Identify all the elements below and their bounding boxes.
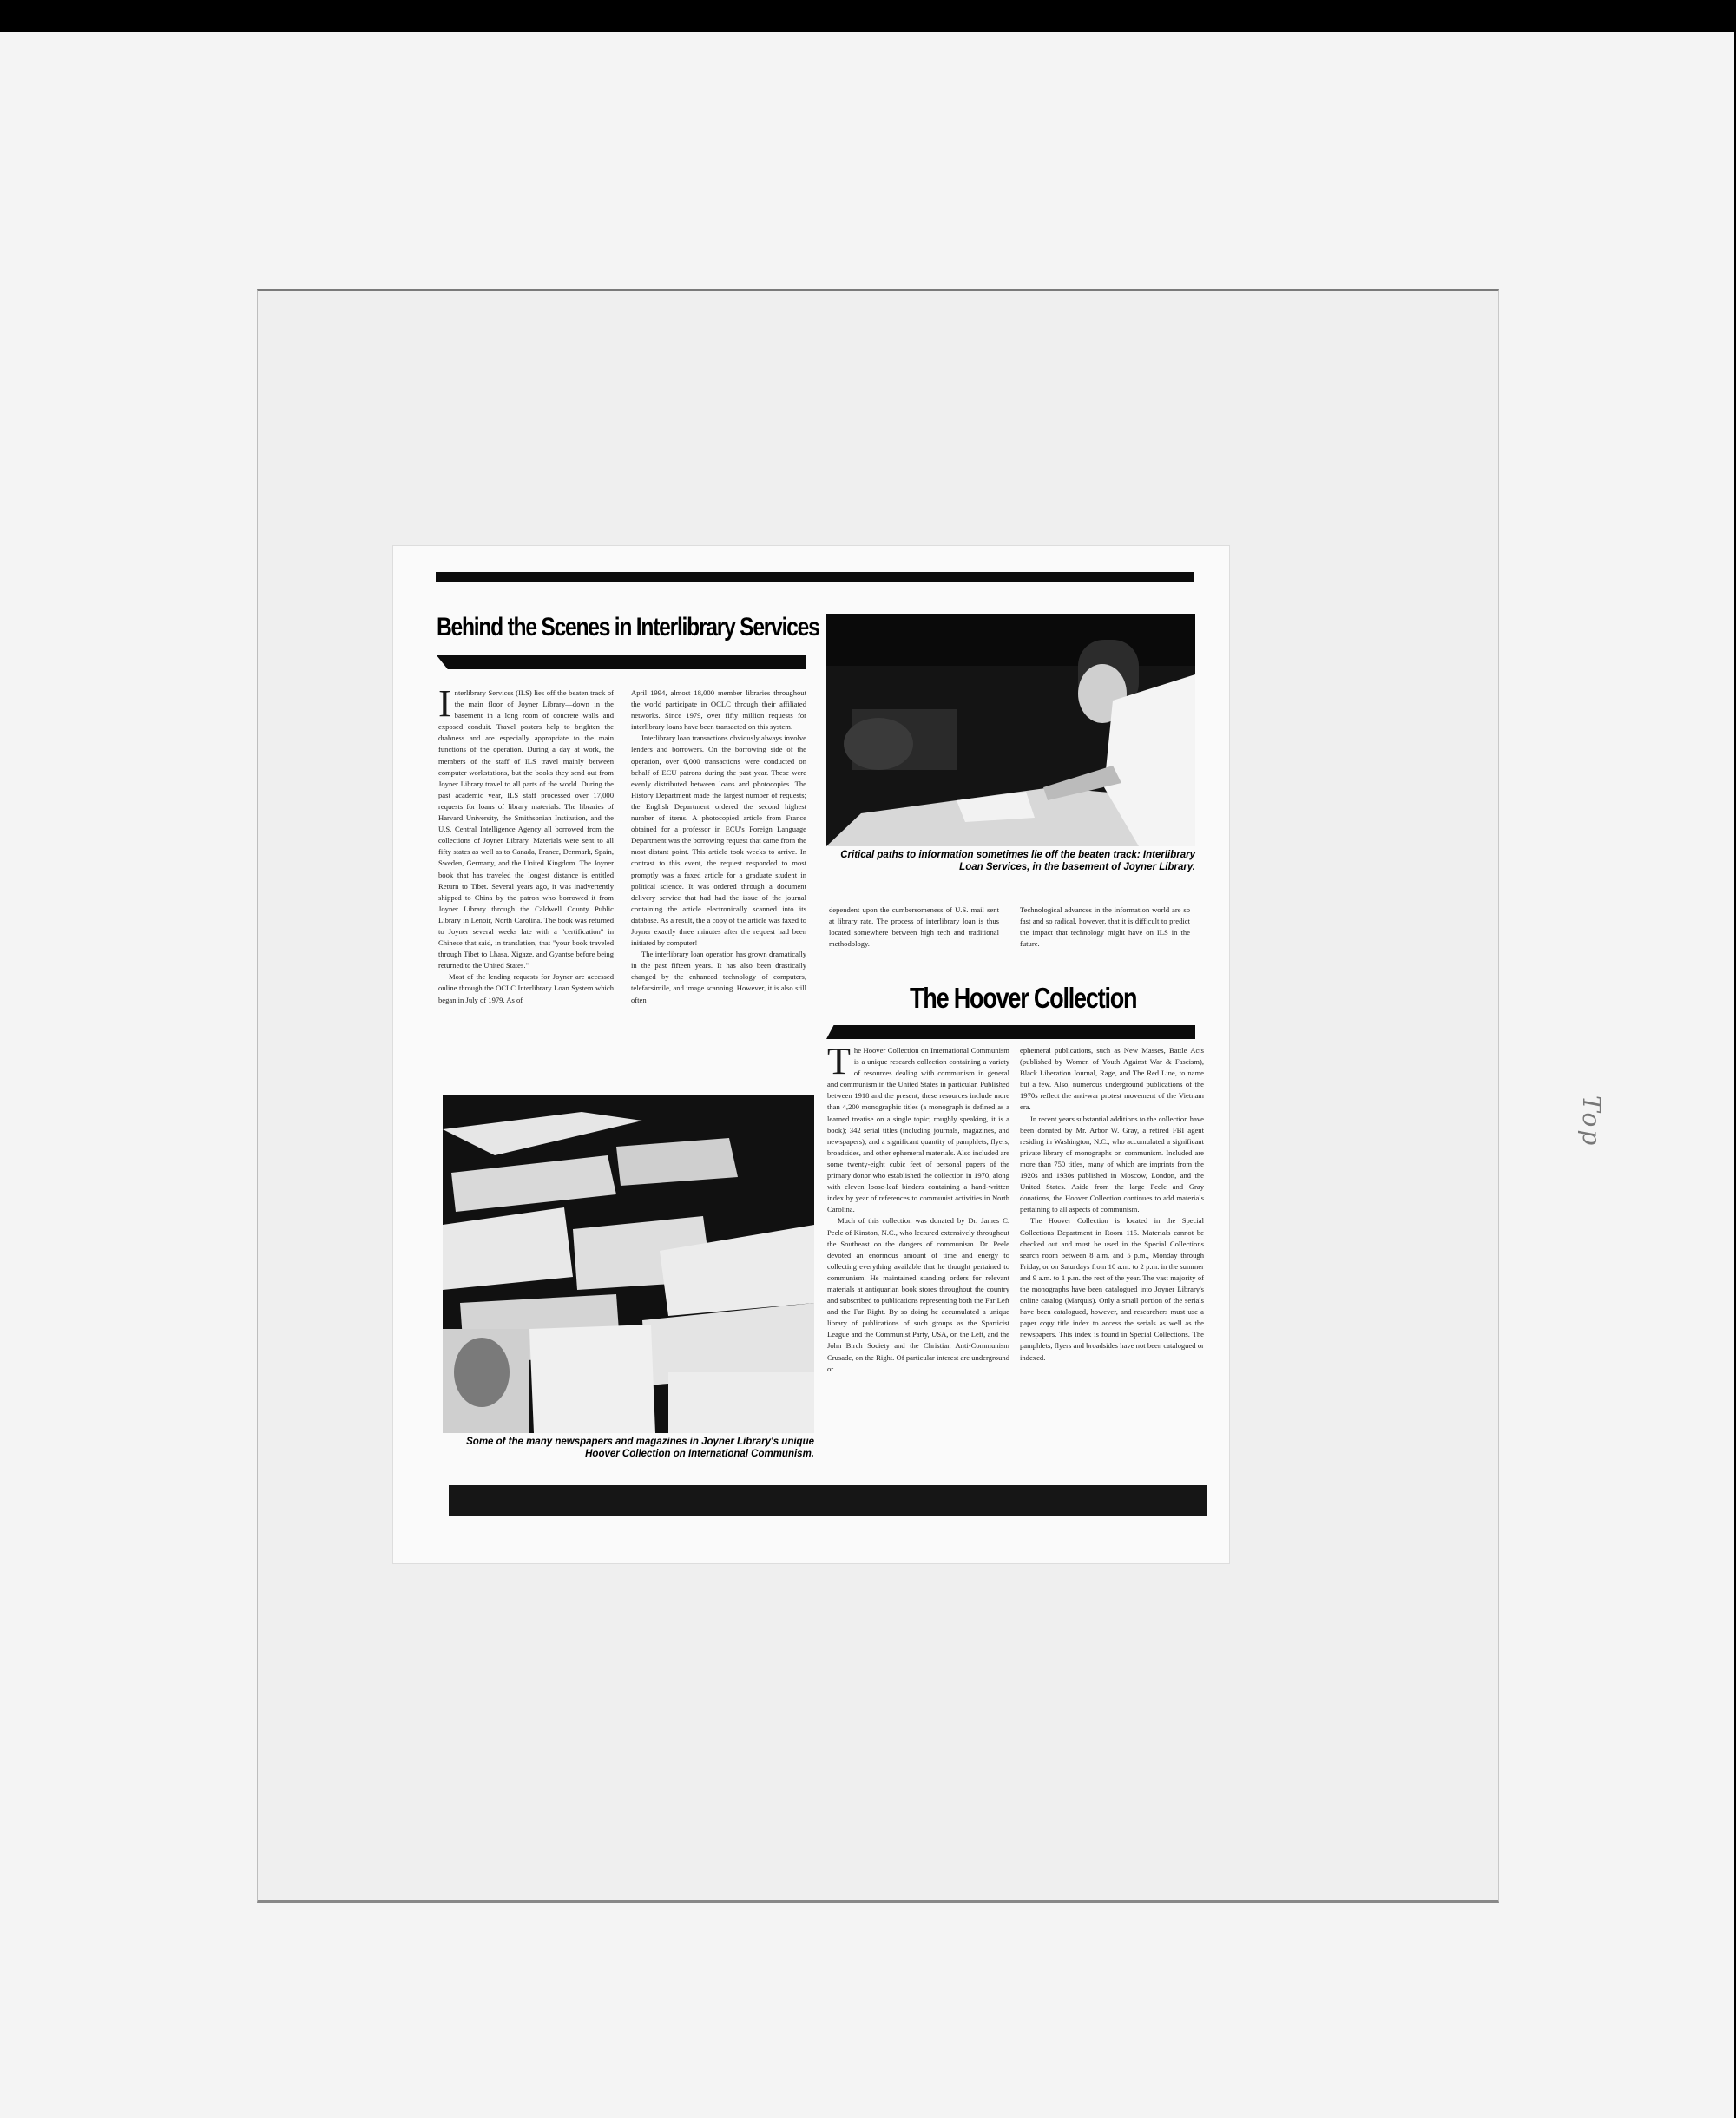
article2-column-1: [827, 1045, 1009, 1473]
article1-drop-cap: I: [438, 687, 451, 725]
hoover-collection-photo: [443, 1095, 814, 1433]
article2-col2-paragraph-3: The Hoover Collection is located in the Special Collections Department in Room 115. Materials cannot be checked out and must be used in the Special Collections search room between 8 a.m. and 5 p.m., Monday through Friday, or on Saturdays from 10 a.m. to 2 p.m. in the summer and 9 a.m. to 1 p.m. the rest of the year. The vast majority of the monographs have been catalogued into Joyner Library's online catalog (Marquis). Only a small portion of the serials have been catalogued, however, and researchers must use a paper copy title index to access the serials as well as the newspapers. This index is found in Special Collections. The pamphlets, flyers and broadsides have not been catalogued or indexed.: [1020, 1216, 1204, 1362]
article1-col4-paragraph: Technological advances in the information world are so fast and so radical, however, that it is difficult to predict the impact that technology might have on ILS in the future.: [1020, 905, 1190, 949]
article1-col2-paragraph-3: The interlibrary loan operation has grown dramatically in the past fifteen years. It has also been drastically changed by the enhanced technology of computers, telefacsimile, and image scanning. However, it is also still often: [631, 950, 806, 1004]
interlibrary-photo-image: [826, 614, 1195, 846]
article2-column-2: [1020, 1045, 1204, 1473]
article1-column-1: [438, 687, 614, 1085]
hoover-caption-line-1: Some of the many newspapers and magazines in Joyner Library's unique: [466, 1437, 814, 1447]
article1-column-2: [631, 687, 806, 1085]
article1-headline: Behind the Scenes in Interlibrary Services: [437, 613, 819, 641]
article1-column-3: [829, 904, 999, 957]
article2-col1-paragraph-2: Much of this collection was donated by Dr. James C. Peele of Kinston, N.C., who lectured extensively throughout the Southeast on the dangers of communism. Dr. Peele devoted an enormous amount of time and energy to collecting everything available that he thought pertained to communism. He maintained standing orders for relevant materials at antiquarian book stores throughout the country and subscribed to publications representing both the Far Left and the Far Right. By so doing he accumulated a unique library of publications of such groups as the Sparticist League and the Communist Party, USA, on the Left, and the John Birch Society and the Christian Anti-Communism Crusade, on the Right. Of particular interest are underground or: [827, 1216, 1009, 1373]
article2-headline: The Hoover Collection: [910, 982, 1137, 1014]
newsletter-page: [392, 545, 1230, 1564]
hoover-photo-caption: [428, 1436, 814, 1460]
interlibrary-photo-caption: [801, 849, 1195, 873]
interlibrary-photo: [826, 614, 1195, 846]
article1-headline-bar: [437, 655, 806, 669]
hoover-collection-photo-image: [443, 1095, 814, 1433]
top-rule: [436, 572, 1194, 582]
article2-drop-cap: T: [827, 1045, 851, 1082]
article1-col1-text: nterlibrary Services (ILS) lies off the beaten track of the main floor of Joyner Library—down in the basement in a long room of concrete walls and exposed conduit. Travel posters help to brighten the drabness and are especially appropriate to the main functions of the operation. During a day at work, the members of the staff of ILS travel mainly between computer workstations, but the books they send out from Joyner Library travel to all parts of the world. During the past academic year, ILS staff processed over 17,000 requests for loans of library materials. The libraries of Harvard University, the Smithsonian Institution, and the U.S. Central Intelligence Agency all borrowed from the collections of Joyner Library. Materials were sent to all fifty states as well as to Canada, France, Denmark, Spain, Sweden, Germany, and the United Kingdom. The Joyner book that has traveled the longest distance is entitled Return to Tibet. Several years ago, it was inadvertently shipped to China by the patron who borrowed it from Joyner Library through the Caldwell County Public Library in Lenoir, North Carolina. The book was returned to Joyner several weeks late with a "certification" in Chinese that said, in translation, that "your book traveled through Tibet to Lhasa, Xigaze, and Gyantse before being returned to the United States.": [438, 688, 614, 970]
article2-col1-text: he Hoover Collection on International Communism is a unique research collection containing a variety of resources dealing with communism in general and communism in the United States in particular. Published between 1918 and the present, these resources include more than 4,200 monographic titles (a monograph is defined as a learned treatise on a single topic; roughly speaking, it is a book); 342 serial titles (including journals, magazines, and newspapers); and a significant quantity of pamphlets, flyers, broadsides, and other ephemeral materials. Also included are some twenty-eight cubic feet of personal papers of the primary donor who established the collection in 1970, along with eleven loose-leaf binders containing a hand-written index by year of references to communist activities in North Carolina.: [827, 1046, 1009, 1214]
article1-col2-paragraph-2: Interlibrary loan transactions obviously always involve lenders and borrowers. On the borrowing side of the operation, over 6,000 transactions were conducted on behalf of ECU patrons during the past year. These were evenly distributed between loans and photocopies. The History Department made the largest number of requests; the English Department ordered the second highest number of items. A photocopied article from France obtained for a professor in ECU's Foreign Language Department was the borrowing request that came from the most distant point. This article took weeks to arrive. In contrast to this event, the request responded to most promptly was a faxed article for a graduate student in political science. It was ordered through a document delivery service that had had the issue of the journal containing the article electronically scanned into its database. As a result, the a copy of the article was faxed to Joyner exactly three minutes after the request had been initiated by computer!: [631, 733, 806, 948]
interlibrary-caption-line-1: Critical paths to information sometimes lie off the beaten track: Interlibrary: [840, 850, 1195, 860]
margin-handwriting: Top: [1577, 1095, 1606, 1148]
article2-col2-paragraph-1: ephemeral publications, such as New Masses, Battle Acts (published by Women of Youth Against War & Fascism), Black Liberation Journal, Rage, and The Red Line, to name but a few. Also, numerous underground publications of the 1970s reflect the anti-war protest movement of the Vietnam era.: [1020, 1046, 1204, 1112]
hoover-caption-line-2: Hoover Collection on International Communism.: [585, 1449, 814, 1459]
article2-col2-paragraph-2: In recent years substantial additions to the collection have been donated by Mr. Arbor W. Gray, a retired FBI agent residing in Washington, N.C., who accumulated a significant private library of monographs on communism. Included are more than 750 titles, many of which are imprints from the 1920s and 1930s published in Moscow, London, and the United States. Aside from the large Peele and Gray donations, the Hoover Collection continues to add materials pertaining to all aspects of communism.: [1020, 1114, 1204, 1214]
article2-headline-bar: [826, 1025, 1195, 1039]
bottom-rule: [449, 1485, 1207, 1516]
article1-col3-paragraph: dependent upon the cumbersomeness of U.S. mail sent at library rate. The process of interlibrary loan is thus located somewhere between high tech and traditional methodology.: [829, 905, 999, 949]
article1-col1-paragraph-2: Most of the lending requests for Joyner are accessed online through the OCLC Interlibrary Loan System which began in July of 1979. As of: [438, 972, 614, 1004]
article1-col2-paragraph-1: April 1994, almost 18,000 member libraries throughout the world participate in OCLC through their affiliated networks. Since 1979, over fifty million requests for interlibrary loans have been transacted on this system.: [631, 688, 806, 732]
article1-column-4: [1020, 904, 1190, 957]
interlibrary-caption-line-2: Loan Services, in the basement of Joyner Library.: [959, 862, 1195, 872]
